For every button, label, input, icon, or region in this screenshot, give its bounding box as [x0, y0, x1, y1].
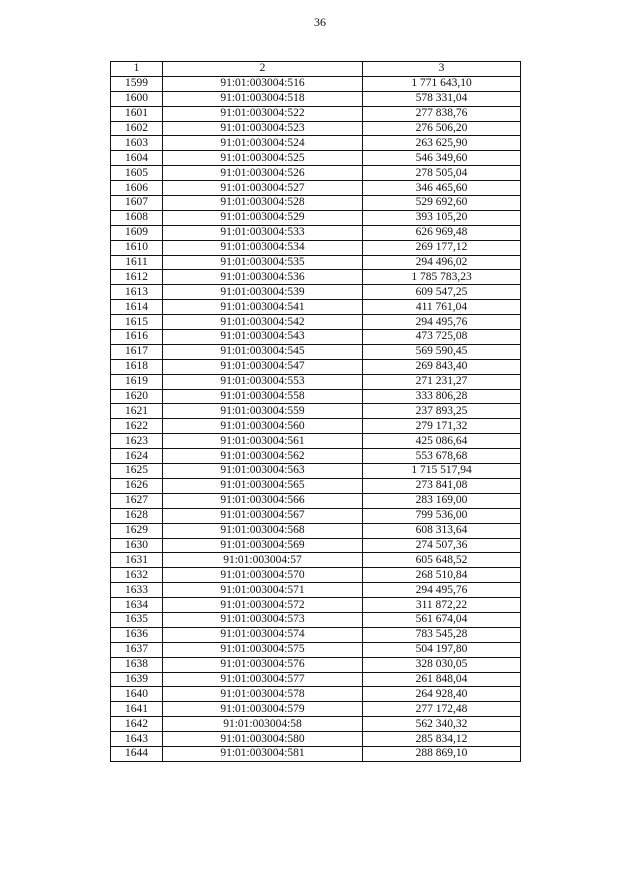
cadastral-number-cell: 91:01:003004:563: [163, 464, 363, 479]
cadastral-number-cell: 91:01:003004:577: [163, 672, 363, 687]
table-row: [111, 523, 521, 538]
value-cell: 529 692,60: [363, 196, 521, 211]
value-cell: 605 648,52: [363, 553, 521, 568]
row-number-cell: 1621: [111, 404, 163, 419]
row-number-cell: 1610: [111, 240, 163, 255]
cadastral-number-cell: 91:01:003004:575: [163, 642, 363, 657]
value-cell: 283 169,00: [363, 493, 521, 508]
cadastral-number-cell: 91:01:003004:569: [163, 538, 363, 553]
table-row: [111, 672, 521, 687]
value-cell: 268 510,84: [363, 568, 521, 583]
row-number-cell: 1636: [111, 627, 163, 642]
value-cell: 279 171,32: [363, 419, 521, 434]
table-row: [111, 181, 521, 196]
table-row: [111, 76, 521, 91]
table-row: [111, 210, 521, 225]
table-row: [111, 389, 521, 404]
cadastral-number-cell: 91:01:003004:522: [163, 106, 363, 121]
table-row: [111, 359, 521, 374]
cadastral-number-cell: 91:01:003004:581: [163, 746, 363, 761]
value-cell: 1 771 643,10: [363, 76, 521, 91]
value-cell: 278 505,04: [363, 166, 521, 181]
table-row: [111, 151, 521, 166]
table-row: [111, 315, 521, 330]
table-row: [111, 330, 521, 345]
row-number-cell: 1632: [111, 568, 163, 583]
page-number: 36: [314, 15, 326, 29]
row-number-cell: 1599: [111, 76, 163, 91]
table-row: [111, 449, 521, 464]
value-cell: 783 545,28: [363, 627, 521, 642]
value-cell: 288 869,10: [363, 746, 521, 761]
value-cell: 277 838,76: [363, 106, 521, 121]
value-cell: 294 495,76: [363, 583, 521, 598]
row-number-cell: 1601: [111, 106, 163, 121]
cadastral-number-cell: 91:01:003004:57: [163, 553, 363, 568]
value-cell: 276 506,20: [363, 121, 521, 136]
row-number-cell: 1640: [111, 687, 163, 702]
table-row: [111, 657, 521, 672]
cadastral-number-cell: 91:01:003004:558: [163, 389, 363, 404]
cadastral-number-cell: 91:01:003004:565: [163, 478, 363, 493]
value-cell: 562 340,32: [363, 717, 521, 732]
table-row: [111, 612, 521, 627]
table-row: [111, 285, 521, 300]
cadastral-number-cell: 91:01:003004:553: [163, 374, 363, 389]
value-cell: 425 086,64: [363, 434, 521, 449]
table-row: [111, 136, 521, 151]
cadastral-number-cell: 91:01:003004:533: [163, 225, 363, 240]
cadastral-number-cell: 91:01:003004:559: [163, 404, 363, 419]
value-cell: 285 834,12: [363, 732, 521, 747]
row-number-cell: 1641: [111, 702, 163, 717]
row-number-cell: 1619: [111, 374, 163, 389]
cadastral-number-cell: 91:01:003004:570: [163, 568, 363, 583]
cadastral-number-cell: 91:01:003004:528: [163, 196, 363, 211]
cadastral-number-cell: 91:01:003004:524: [163, 136, 363, 151]
value-cell: 264 928,40: [363, 687, 521, 702]
row-number-cell: 1612: [111, 270, 163, 285]
value-cell: 237 893,25: [363, 404, 521, 419]
row-number-cell: 1623: [111, 434, 163, 449]
table-row: [111, 300, 521, 315]
cadastral-number-cell: 91:01:003004:542: [163, 315, 363, 330]
table-row: [111, 196, 521, 211]
table-row: [111, 732, 521, 747]
cadastral-number-cell: 91:01:003004:571: [163, 583, 363, 598]
row-number-cell: 1639: [111, 672, 163, 687]
cadastral-number-cell: 91:01:003004:516: [163, 76, 363, 91]
row-number-cell: 1604: [111, 151, 163, 166]
row-number-cell: 1638: [111, 657, 163, 672]
row-number-cell: 1605: [111, 166, 163, 181]
cadastral-number-cell: 91:01:003004:535: [163, 255, 363, 270]
value-cell: 273 841,08: [363, 478, 521, 493]
row-number-cell: 1631: [111, 553, 163, 568]
row-number-cell: 1635: [111, 612, 163, 627]
cadastral-number-cell: 91:01:003004:572: [163, 598, 363, 613]
table-row: [111, 106, 521, 121]
row-number-cell: 1625: [111, 464, 163, 479]
table-row: [111, 419, 521, 434]
table-row: [111, 598, 521, 613]
cadastral-number-cell: 91:01:003004:534: [163, 240, 363, 255]
value-cell: 626 969,48: [363, 225, 521, 240]
table-row: [111, 493, 521, 508]
cadastral-number-cell: 91:01:003004:541: [163, 300, 363, 315]
value-cell: 609 547,25: [363, 285, 521, 300]
row-number-cell: 1609: [111, 225, 163, 240]
value-cell: 277 172,48: [363, 702, 521, 717]
cadastral-number-cell: 91:01:003004:518: [163, 91, 363, 106]
row-number-cell: 1617: [111, 344, 163, 359]
cadastral-number-cell: 91:01:003004:536: [163, 270, 363, 285]
row-number-cell: 1644: [111, 746, 163, 761]
table-row: [111, 121, 521, 136]
row-number-cell: 1637: [111, 642, 163, 657]
table-row: [111, 404, 521, 419]
row-number-cell: 1634: [111, 598, 163, 613]
row-number-cell: 1618: [111, 359, 163, 374]
cadastral-number-cell: 91:01:003004:527: [163, 181, 363, 196]
table-row: [111, 568, 521, 583]
value-cell: 411 761,04: [363, 300, 521, 315]
table-row: [111, 434, 521, 449]
table-row: [111, 478, 521, 493]
row-number-cell: 1624: [111, 449, 163, 464]
value-cell: 578 331,04: [363, 91, 521, 106]
table-row: [111, 687, 521, 702]
cadastral-number-cell: 91:01:003004:576: [163, 657, 363, 672]
value-cell: 473 725,08: [363, 330, 521, 345]
table-row: [111, 717, 521, 732]
data-table: [110, 61, 521, 762]
table-row: [111, 91, 521, 106]
column-header-2: 2: [163, 62, 363, 77]
row-number-cell: 1600: [111, 91, 163, 106]
value-cell: 799 536,00: [363, 508, 521, 523]
value-cell: 261 848,04: [363, 672, 521, 687]
row-number-cell: 1607: [111, 196, 163, 211]
value-cell: 1 785 783,23: [363, 270, 521, 285]
value-cell: 271 231,27: [363, 374, 521, 389]
table-row: [111, 255, 521, 270]
cadastral-number-cell: 91:01:003004:561: [163, 434, 363, 449]
cadastral-number-cell: 91:01:003004:539: [163, 285, 363, 300]
column-header-3: 3: [363, 62, 521, 77]
cadastral-number-cell: 91:01:003004:574: [163, 627, 363, 642]
row-number-cell: 1629: [111, 523, 163, 538]
cadastral-number-cell: 91:01:003004:566: [163, 493, 363, 508]
row-number-cell: 1633: [111, 583, 163, 598]
row-number-cell: 1608: [111, 210, 163, 225]
cadastral-number-cell: 91:01:003004:523: [163, 121, 363, 136]
value-cell: 328 030,05: [363, 657, 521, 672]
row-number-cell: 1643: [111, 732, 163, 747]
value-cell: 274 507,36: [363, 538, 521, 553]
table-row: [111, 746, 521, 761]
cadastral-number-cell: 91:01:003004:526: [163, 166, 363, 181]
value-cell: 346 465,60: [363, 181, 521, 196]
value-cell: 269 843,40: [363, 359, 521, 374]
row-number-cell: 1620: [111, 389, 163, 404]
cadastral-number-cell: 91:01:003004:567: [163, 508, 363, 523]
table-body: [111, 76, 521, 761]
row-number-cell: 1626: [111, 478, 163, 493]
cadastral-number-cell: 91:01:003004:580: [163, 732, 363, 747]
row-number-cell: 1603: [111, 136, 163, 151]
cadastral-number-cell: 91:01:003004:545: [163, 344, 363, 359]
cadastral-number-cell: 91:01:003004:562: [163, 449, 363, 464]
value-cell: 294 496,02: [363, 255, 521, 270]
row-number-cell: 1642: [111, 717, 163, 732]
row-number-cell: 1611: [111, 255, 163, 270]
cadastral-number-cell: 91:01:003004:525: [163, 151, 363, 166]
cadastral-number-cell: 91:01:003004:573: [163, 612, 363, 627]
cadastral-number-cell: 91:01:003004:560: [163, 419, 363, 434]
value-cell: 393 105,20: [363, 210, 521, 225]
table-row: [111, 240, 521, 255]
table-row: [111, 464, 521, 479]
value-cell: 561 674,04: [363, 612, 521, 627]
row-number-cell: 1613: [111, 285, 163, 300]
row-number-cell: 1615: [111, 315, 163, 330]
table-row: [111, 553, 521, 568]
table-row: [111, 508, 521, 523]
value-cell: 553 678,68: [363, 449, 521, 464]
value-cell: 269 177,12: [363, 240, 521, 255]
row-number-cell: 1616: [111, 330, 163, 345]
row-number-cell: 1630: [111, 538, 163, 553]
table-row: [111, 374, 521, 389]
value-cell: 608 313,64: [363, 523, 521, 538]
row-number-cell: 1614: [111, 300, 163, 315]
value-cell: 263 625,90: [363, 136, 521, 151]
value-cell: 569 590,45: [363, 344, 521, 359]
row-number-cell: 1602: [111, 121, 163, 136]
cadastral-number-cell: 91:01:003004:578: [163, 687, 363, 702]
table-row: [111, 270, 521, 285]
row-number-cell: 1628: [111, 508, 163, 523]
cadastral-number-cell: 91:01:003004:547: [163, 359, 363, 374]
value-cell: 333 806,28: [363, 389, 521, 404]
table-row: [111, 642, 521, 657]
row-number-cell: 1622: [111, 419, 163, 434]
table-row: [111, 344, 521, 359]
table-row: [111, 225, 521, 240]
cadastral-number-cell: 91:01:003004:529: [163, 210, 363, 225]
row-number-cell: 1627: [111, 493, 163, 508]
value-cell: 546 349,60: [363, 151, 521, 166]
row-number-cell: 1606: [111, 181, 163, 196]
cadastral-number-cell: 91:01:003004:58: [163, 717, 363, 732]
cadastral-number-cell: 91:01:003004:579: [163, 702, 363, 717]
column-header-1: 1: [111, 62, 163, 77]
value-cell: 504 197,80: [363, 642, 521, 657]
table-row: [111, 166, 521, 181]
table-row: [111, 702, 521, 717]
value-cell: 1 715 517,94: [363, 464, 521, 479]
value-cell: 294 495,76: [363, 315, 521, 330]
cadastral-number-cell: 91:01:003004:543: [163, 330, 363, 345]
table-row: [111, 538, 521, 553]
value-cell: 311 872,22: [363, 598, 521, 613]
cadastral-number-cell: 91:01:003004:568: [163, 523, 363, 538]
table-row: [111, 583, 521, 598]
table-row: [111, 627, 521, 642]
table-header-row: [111, 62, 521, 77]
